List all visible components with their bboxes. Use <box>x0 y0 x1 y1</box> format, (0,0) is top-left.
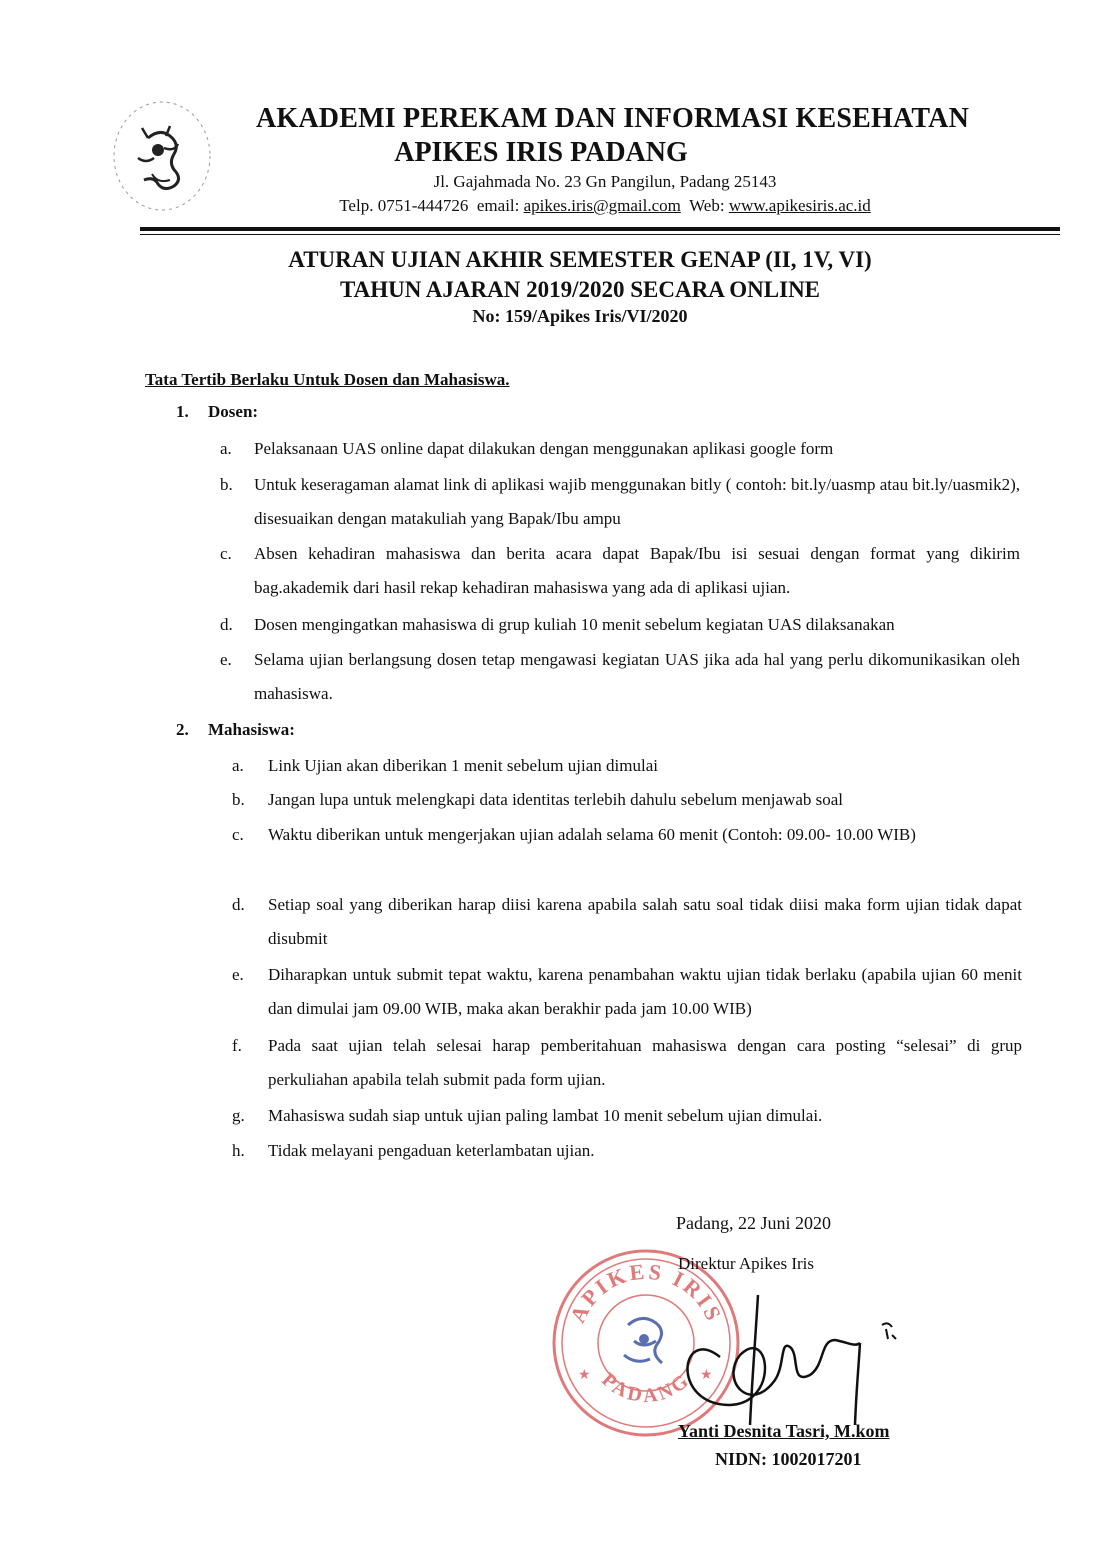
section-title <box>176 402 258 422</box>
list-item-text: Tidak melayani pengaduan keterlambatan ujian. <box>268 1141 595 1160</box>
signer-name: Yanti Desnita Tasri, M.kom <box>678 1421 890 1441</box>
list-item <box>232 958 1022 1026</box>
list-item <box>220 643 1020 711</box>
list-item-text: Dosen mengingatkan mahasiswa di grup kuliah 10 menit sebelum kegiatan UAS dilaksanakan <box>254 615 895 634</box>
list-item-text: Absen kehadiran mahasiswa dan berita acara dapat Bapak/Ibu isi sesuai dengan format yang dikirim bag.akademik dari hasil rekap kehadiran mahasiswa yang ada di aplikasi ujian. <box>254 544 1020 597</box>
institution-contact <box>225 196 985 216</box>
list-item-text: Waktu diberikan untuk mengerjakan ujian adalah selama 60 menit (Contoh: 09.00- 10.00 WIB) <box>268 825 916 844</box>
list-item-letter: e. <box>220 650 232 669</box>
list-item <box>232 818 1022 852</box>
list-item-letter: b. <box>220 475 233 494</box>
document-number: No: 159/Apikes Iris/VI/2020 <box>472 306 688 326</box>
list-item-letter: d. <box>232 895 245 914</box>
list-item-letter: g. <box>232 1106 245 1125</box>
rules-heading: Tata Tertib Berlaku Untuk Dosen dan Mahasiswa. <box>145 370 510 389</box>
list-item <box>232 749 1022 783</box>
institution-short-name: APIKES IRIS PADANG <box>394 137 688 168</box>
place-date: Padang, 22 Juni 2020 <box>676 1213 831 1233</box>
list-item-letter: c. <box>220 544 232 563</box>
signer-id: NIDN: 1002017201 <box>715 1449 862 1469</box>
svg-text:★: ★ <box>578 1367 591 1383</box>
institution-name: AKADEMI PEREKAM DAN INFORMASI KESEHATAN <box>255 103 969 134</box>
handwritten-signature <box>660 1285 905 1435</box>
list-item-letter: c. <box>232 825 244 844</box>
list-item-letter: a. <box>220 439 232 458</box>
document-title-line1: ATURAN UJIAN AKHIR SEMESTER GENAP (II, 1V, VI) <box>288 247 872 272</box>
list-item <box>232 888 1022 956</box>
letterhead-divider-thick <box>140 227 1060 231</box>
list-item <box>232 1099 1022 1133</box>
document-title-line2: TAHUN AJARAN 2019/2020 SECARA ONLINE <box>339 277 821 302</box>
list-item-text: Untuk keseragaman alamat link di aplikasi wajib menggunakan bitly ( contoh: bit.ly/uasmp atau bit.ly/uasmik2), disesuaikan dengan matakuliah yang Bapak/Ibu ampu <box>254 475 1020 528</box>
list-item-text: Link Ujian akan diberikan 1 menit sebelum ujian dimulai <box>268 756 658 775</box>
list-item-letter: h. <box>232 1141 245 1160</box>
list-item-letter: f. <box>232 1036 242 1055</box>
list-item <box>220 608 1020 642</box>
phone-number: Telp. 0751-444726 <box>339 196 469 215</box>
list-item-text: Jangan lupa untuk melengkapi data identitas terlebih dahulu sebelum menjawab soal <box>268 790 844 809</box>
list-item <box>220 468 1020 536</box>
letterhead-divider-thin <box>140 234 1060 235</box>
list-item-text: Diharapkan untuk submit tepat waktu, karena penambahan waktu ujian tidak berlaku (apabila ujian 60 menit dan dimulai jam 09.00 WIB, maka akan berakhir pada jam 10.00 WIB) <box>268 965 1022 1018</box>
section-label: Mahasiswa: <box>208 720 295 739</box>
list-item-letter: e. <box>232 965 244 984</box>
signer-position: Direktur Apikes Iris <box>678 1254 814 1273</box>
section-title <box>176 720 295 740</box>
section-number: 1. <box>176 402 189 421</box>
institution-address: Jl. Gajahmada No. 23 Gn Pangilun, Padang 25143 <box>433 172 777 191</box>
list-item <box>220 537 1020 605</box>
email-link[interactable]: apikes.iris@gmail.com <box>523 196 681 215</box>
list-item <box>232 1029 1022 1097</box>
web-label: Web: <box>689 196 725 215</box>
section-label: Dosen: <box>208 402 259 421</box>
list-item-letter: d. <box>220 615 233 634</box>
list-item-letter: a. <box>232 756 244 775</box>
section-number: 2. <box>176 720 189 739</box>
list-item-text: Mahasiswa sudah siap untuk ujian paling lambat 10 menit sebelum ujian dimulai. <box>268 1106 823 1125</box>
list-item <box>232 1134 1022 1168</box>
institution-emblem-icon <box>108 98 216 218</box>
list-item-text: Selama ujian berlangsung dosen tetap mengawasi kegiatan UAS jika ada hal yang perlu dikomunikasikan oleh mahasiswa. <box>254 650 1020 703</box>
list-item <box>232 783 1022 817</box>
website-link[interactable]: www.apikesiris.ac.id <box>728 196 871 215</box>
email-label: email: <box>476 196 520 215</box>
svg-text:APIKES IRIS: APIKES IRIS <box>564 1258 728 1327</box>
list-item-text: Setiap soal yang diberikan harap diisi karena apabila salah satu soal tidak diisi maka form ujian tidak dapat disubmit <box>268 895 1022 948</box>
list-item-text: Pada saat ujian telah selesai harap pemberitahuan mahasiswa dengan cara posting “selesai” di grup perkuliahan apabila telah submit pada form ujian. <box>268 1036 1022 1089</box>
list-item <box>220 432 1020 466</box>
list-item-text: Pelaksanaan UAS online dapat dilakukan dengan menggunakan aplikasi google form <box>254 439 834 458</box>
svg-text:★: ★ <box>700 1367 713 1383</box>
list-item-letter: b. <box>232 790 245 809</box>
svg-text:PADANG: PADANG <box>597 1368 695 1408</box>
